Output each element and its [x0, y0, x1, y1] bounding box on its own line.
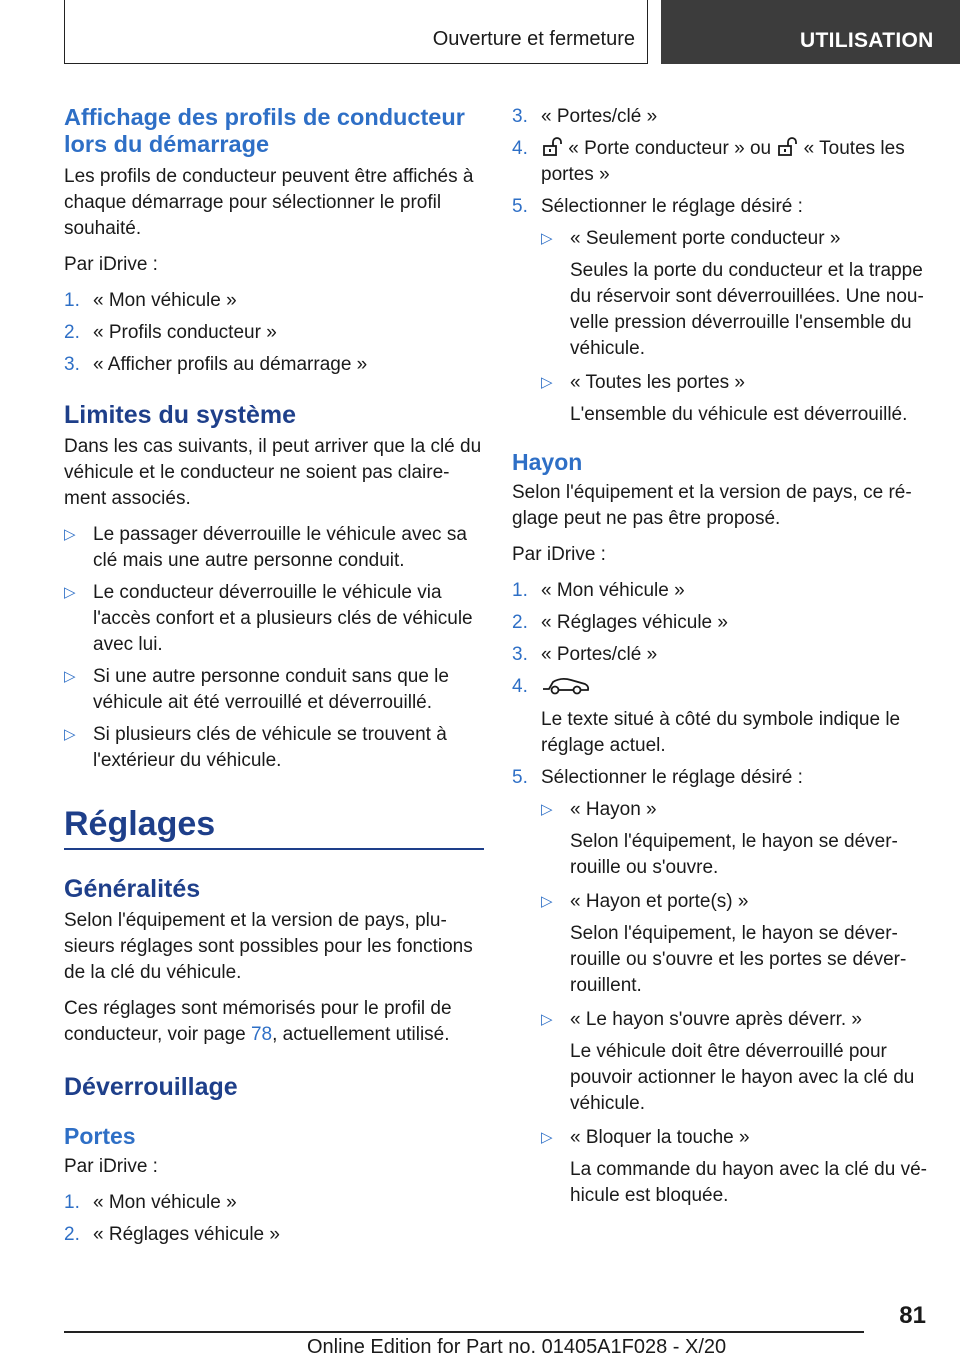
- list-item: 2. « Réglages véhicule »: [512, 612, 728, 633]
- list-item: ▷ Si plusieurs clés de véhicule se trouvent à l'extérieur du véhicule.: [64, 724, 447, 771]
- list-item: 1. « Mon véhicule »: [64, 1192, 237, 1213]
- header-chapter-tab: [661, 0, 960, 64]
- paragraph: Dans les cas suivants, il peut arriver que la clé du véhicule et le conducteur ne soient pas claire-ment associés.: [64, 436, 482, 509]
- list-item: ▷ Le conducteur déverrouille le véhicule via l'accès confort et a plusieurs clés de véhicule avec lui.: [64, 582, 473, 655]
- heading-driver-profiles: Affichage des profils de conducteur lors du démarrage: [64, 104, 465, 157]
- heading-system-limits: Limites du système: [64, 401, 297, 429]
- list-item: 1. « Mon véhicule »: [64, 290, 237, 311]
- triangle-bullet-icon: ▷: [541, 374, 553, 391]
- list-item: 3. « Afficher profils au démarrage »: [64, 354, 368, 375]
- triangle-bullet-icon: ▷: [64, 668, 76, 685]
- list-item: 3. « Portes/clé »: [512, 106, 658, 127]
- heading-doors: Portes: [64, 1123, 136, 1149]
- options-list: [541, 797, 930, 1209]
- paragraph: Selon l'équipement et la version de pays, ce ré-glage peut ne pas être proposé.: [512, 482, 912, 529]
- paragraph: Selon l'équipement et la version de pays, plu-sieurs réglages sont possibles pour les fonctions de la clé du véhicule.: [64, 910, 473, 983]
- list-item: 3. « Portes/clé »: [512, 644, 658, 665]
- heading-unlocking: Déverrouillage: [64, 1073, 238, 1101]
- triangle-bullet-icon: ▷: [541, 230, 553, 247]
- list-item: ▷ Le passager déverrouille le véhicule avec sa clé mais une autre personne conduit.: [64, 524, 467, 571]
- list-item: ▷ « Toutes les portes » L'ensemble du véhicule est déverrouillé.: [541, 372, 908, 425]
- steps-list: [512, 578, 930, 1209]
- paragraph: Par iDrive :: [512, 544, 606, 565]
- steps-list: [512, 104, 930, 428]
- heading-tailgate: Hayon: [512, 449, 583, 475]
- unlock-padlock-icon: [541, 137, 563, 157]
- options-list: [541, 226, 930, 428]
- triangle-bullet-icon: ▷: [541, 1011, 553, 1028]
- page-number: 81: [899, 1302, 926, 1329]
- list-item: ▷ « Bloquer la touche » La commande du hayon avec la clé du vé-hicule est bloquée.: [541, 1127, 927, 1206]
- unlock-padlock-icon: [776, 137, 798, 157]
- heading-general: Généralités: [64, 875, 201, 903]
- left-column: [64, 104, 484, 1258]
- list-item: ▷ « Le hayon s'ouvre après déverr. » Le véhicule doit être déverrouillé pour pouvoir actionner le hayon avec la clé du véhicule.: [541, 1009, 915, 1114]
- triangle-bullet-icon: ▷: [64, 526, 76, 543]
- triangle-bullet-icon: ▷: [541, 801, 553, 818]
- paragraph: Ces réglages sont mémorisés pour le profil de conducteur, voir page 78, actuellement utilisé.: [64, 998, 452, 1045]
- list-item: 2. « Profils conducteur »: [64, 322, 277, 343]
- bullet-list: [64, 522, 484, 774]
- triangle-bullet-icon: ▷: [541, 1129, 553, 1146]
- list-item: 5. Sélectionner le réglage désiré : ▷ « Seulement porte conducteur » Seules la porte du conducteur et la trappe du réservoir sont déverrouillées. Une nou-velle pression déverrouille l'ensemble du véhicule. ▷ « Toutes les portes » L'ensemble du véhicule est déverrouillé.: [512, 194, 930, 428]
- list-item: 1. « Mon véhicule »: [512, 580, 685, 601]
- list-item: ▷ « Hayon et porte(s) » Selon l'équipement, le hayon se déver-rouille ou s'ouvre et les portes se déver-rouillent.: [541, 891, 907, 996]
- heading-settings: Réglages: [64, 804, 484, 850]
- header-section-title: Ouverture et fermeture: [432, 28, 635, 50]
- list-item: ▷ « Hayon » Selon l'équipement, le hayon se déver-rouille ou s'ouvre.: [541, 799, 898, 878]
- list-item: 2. « Réglages véhicule »: [64, 1224, 280, 1245]
- list-item: 4. Le texte situé à côté du symbole indique le réglage actuel.: [512, 676, 901, 756]
- triangle-bullet-icon: ▷: [541, 893, 553, 910]
- page-link[interactable]: 78: [250, 1024, 273, 1045]
- steps-list: [64, 1190, 484, 1248]
- triangle-bullet-icon: ▷: [64, 584, 76, 601]
- list-item: ▷ Si une autre personne conduit sans que le véhicule ait été verrouillé et déverrouillé.: [64, 666, 449, 713]
- steps-list: [64, 288, 484, 378]
- car-tailgate-icon: [541, 674, 591, 696]
- paragraph: Par iDrive :: [64, 1156, 158, 1177]
- paragraph: Les profils de conducteur peuvent être affichés à chaque démarrage pour sélectionner le profil souhaité.: [64, 166, 474, 239]
- header-chapter-label: UTILISATION: [800, 29, 934, 52]
- list-item: ▷ « Seulement porte conducteur » Seules la porte du conducteur et la trappe du réservoir sont déverrouillées. Une nou-velle pression déverrouille l'ensemble du véhicule.: [541, 228, 924, 359]
- list-item: 4. « Porte conducteur » ou « Toutes les portes »: [512, 138, 905, 185]
- footer-edition: Online Edition for Part no. 01405A1F028 - X/20: [307, 1336, 727, 1358]
- triangle-bullet-icon: ▷: [64, 726, 76, 743]
- paragraph: Par iDrive :: [64, 254, 158, 275]
- footer-divider: [64, 1331, 864, 1333]
- list-item: 5. Sélectionner le réglage désiré : ▷ « Hayon » Selon l'équipement, le hayon se déver-rouille ou s'ouvre. ▷ « Hayon et porte(s) » Selon l'équipement, le hayon se déver-rouille ou s'ouvre et les portes se déver-rouillent. ▷ « Le hayon s'ouvre après déverr. » Le véhicule doit être déverrouillé pour pouvoir actionner le hayon avec la clé du véhicule. ▷ « Bloquer la touche » La commande du hayon avec la clé du vé-hicule est bloquée.: [512, 765, 930, 1209]
- right-column: [512, 104, 930, 1219]
